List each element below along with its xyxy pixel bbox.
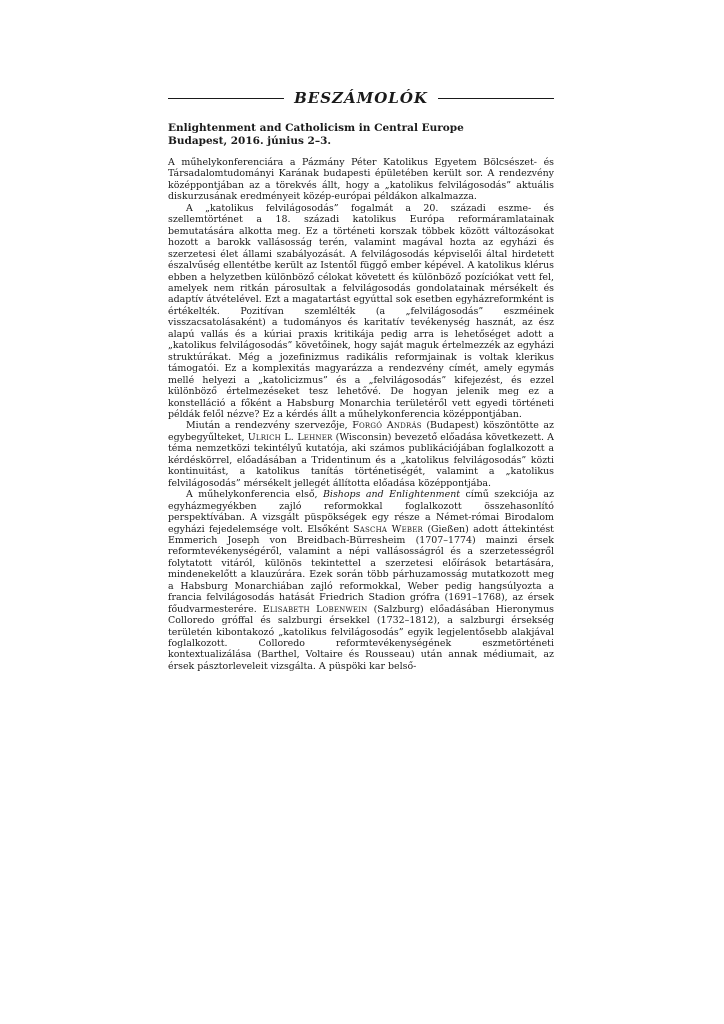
paragraph-3-text-a: Miután a rendezvény szervezője, [186,420,353,432]
conference-title-line2: Budapest, 2016. június 2–3. [168,134,332,147]
paragraph-4-text-d: (Salzburg) előadásában Hieronymus Colloredo gróffal és salzburgi érsekkel (1732–1812), a salzburgi érsekség területén kibontakozó „katolikus felvilágosodás” egyik legjelentősebb alakjával foglalkozott. Colloredo reformtevékenységének eszmetörténeti kontextualizálása (Barthel, Voltaire és Rousseau) után annak médiumait, az érsek pásztorleveleit vizsgálta. A püspöki kar belső- [168,603,554,672]
section-title: BESZÁMOLÓK [294,89,428,107]
person-name-speaker-2: Elisabeth Lobenwein [262,603,368,615]
paragraph-4-text-a: A műhelykonferencia első, [186,489,323,501]
conference-title [168,122,554,147]
person-name-organizer: Forgó András [352,420,422,432]
conference-title-line1: Enlightenment and Catholicism in Central Europe [168,122,464,134]
header-rule-left [168,98,284,99]
section-name-italic: Bishops and Enlightenment [323,489,461,501]
paragraph-3 [168,420,554,489]
paragraph-4-text-b: című szekciója az egyházmegyékben zajló reformokkal foglalkozott összehasonlító perspektívában. A vizsgált püspökségek egy része a Német-római Birodalom egyházi fejedelemsége volt. Elsőként [168,489,555,535]
person-name-speaker-1: Sascha Weber [353,523,424,535]
section-header [168,88,554,108]
paragraph-4 [168,489,554,672]
paragraph-3-text-b: (Budapest) köszöntötte az egybegyűlteket, [168,420,555,443]
paragraph-1: A műhelykonferenciára a Pázmány Péter Katolikus Egyetem Bölcsészet- és Társadalomtudományi Karának budapesti épületében került sor. A rendezvény középpontjában az a törekvés állt, hogy a „katolikus felvilágosodás” aktuális diskurzusának eredményeit közép-európai példákon alkalmazza. [168,157,554,203]
paragraph-4-text-c: (Gießen) adott áttekintést Emmerich Joseph von Breidbach-Bürresheim (1707–1774) mainzi érsek reformtevékenységéről, valamint a népi vallásosságról és a szerzetességről folytatott vitáról, különös tekintettel a szerzetesi előírások betartására, mindenekelőtt a klauzúrára. Ezek során több párhuzamosság mutatkozott meg a Habsburg Monarchiában zajló reformokkal, Weber pedig hangsúlyozta a francia felvilágosodás hatását Friedrich Stadion grófra (1691–1768), az érsek főudvarmesterére. [168,523,554,615]
report-body [168,157,554,672]
person-name-keynote: Ulrich L. Lehner [247,431,333,443]
document-page [168,88,554,672]
paragraph-3-text-c: (Wisconsin) bevezető előadása következett. A téma nemzetközi tekintélyű kutatója, aki számos publikációjában foglalkozott a kérdéskörrel, előadásában a Tridentinum és a „katolikus felvilágosodás” közti kontinuitást, a katolikus tanítás történetiségét, valamint a „katolikus felvilágosodás” mérsékelt jellegét állította előadása középpontjába. [168,431,554,489]
header-rule-right [438,98,554,99]
paragraph-2: A „katolikus felvilágosodás” fogalmát a 20. századi eszme- és szellemtörténet a 18. századi katolikus Európa reformáramlatainak bemutatására alkotta meg. Ez a történeti korszak többek között változásokat hozott a barokk vallásosság terén, valamint magával hozta az egyházi és szerzetesi élet állami szabályozását. A felvilágosodás képviselői által hirdetett észalvűség ellentétbe került az Istentől függő ember képével. A katolikus klérus ebben a helyzetben különböző célokat követett és különböző pozíciókat vett fel, amelyek nem ritkán párosultak a felvilágosodás gondolatainak mérsékelt és adaptív átvételével. Ezt a magatartást egyúttal sok esetben egyházreformként is értékelték. Pozitívan szemlélték (a „felvilágosodás” eszméinek visszacsatolásaként) a tudományos és karitatív tevékenység hasznát, az ész alapú vallás és a kúriai praxis kritikája pedig arra is lehetőséget adott a „katolikus felvilágosodás” követőinek, hogy saját maguk értelmezzék az egyházi struktúrákat. Még a jozefinizmus radikális reformjainak is voltak klerikus támogatói. Ez a komplexitás magyarázza a rendezvény címét, amely egymás mellé helyezi a „katolicizmus” és a „felvilágosodás” kifejezést, és ezzel különböző értelmezéseket tesz lehetővé. De hogyan jelenik meg ez a konstelláció a főként a Habsburg Monarchia területéről vett egyedi történeti példák felől nézve? Ez a kérdés állt a műhelykonferencia középpontjában. [168,202,554,420]
